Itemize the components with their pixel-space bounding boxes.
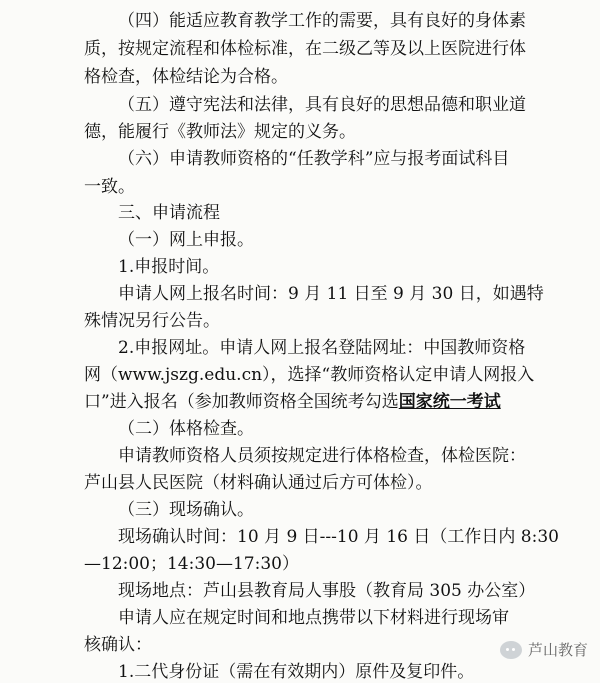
- subsection-heading: （三）现场确认。: [118, 500, 254, 520]
- text-line: 2.申报网址。申请人网上报名登陆网址：中国教师资格: [118, 338, 526, 358]
- text-line: 网（www.jszg.edu.cn），选择“教师资格认定申请人网报入: [84, 365, 535, 385]
- text-line: 申请人网上报名时间：9 月 11 日至 9 月 30 日，如遇特: [118, 284, 544, 304]
- text-line: 德，能履行《教师法》规定的义务。: [84, 122, 356, 142]
- text-line: 质，按规定流程和体检标准，在二级乙等及以上医院进行体: [84, 39, 526, 59]
- text-line: 现场地点：芦山县教育局人事股（教育局 305 办公室）: [118, 581, 536, 601]
- text-line: （六）申请教师资格的“任教学科”应与报考面试科目: [118, 149, 510, 169]
- text-line: 芦山县人民医院（材料确认通过后方可体检）。: [84, 473, 433, 493]
- text-line: —12:00；14:30—17:30）: [84, 554, 299, 574]
- text-line: 1.申报时间。: [118, 257, 220, 277]
- text-line: 格检查，体检结论为合格。: [84, 67, 288, 87]
- text-line: 1.二代身份证（需在有效期内）原件及复印件。: [118, 662, 475, 682]
- text-segment: 口”进入报名（参加教师资格全国统考勾选: [84, 392, 399, 412]
- text-line: 申请教师资格人员须按规定进行体格检查，体检医院：: [118, 446, 526, 466]
- watermark-label: 芦山教育: [527, 641, 588, 659]
- subsection-heading: （一）网上申报。: [118, 230, 254, 250]
- text-line: 现场确认时间：10 月 9 日---10 月 16 日（工作日内 8:30: [118, 527, 559, 547]
- wechat-icon: [500, 641, 522, 659]
- text-line: （四）能适应教育教学工作的需要，具有良好的身体素: [118, 11, 526, 31]
- text-line: 一致。: [84, 177, 135, 197]
- emphasis-text: 国家统一考试: [398, 392, 501, 412]
- subsection-heading: （二）体格检查。: [118, 419, 254, 439]
- text-line: 核确认：: [84, 635, 152, 655]
- section-heading: 三、申请流程: [118, 203, 220, 223]
- text-line: [0, 391, 600, 413]
- text-line: 申请人应在规定时间和地点携带以下材料进行现场审: [118, 608, 509, 628]
- text-line: （五）遵守宪法和法律，具有良好的思想品德和职业道: [118, 95, 526, 115]
- text-line: 殊情况另行公告。: [84, 311, 220, 331]
- watermark: [500, 639, 588, 660]
